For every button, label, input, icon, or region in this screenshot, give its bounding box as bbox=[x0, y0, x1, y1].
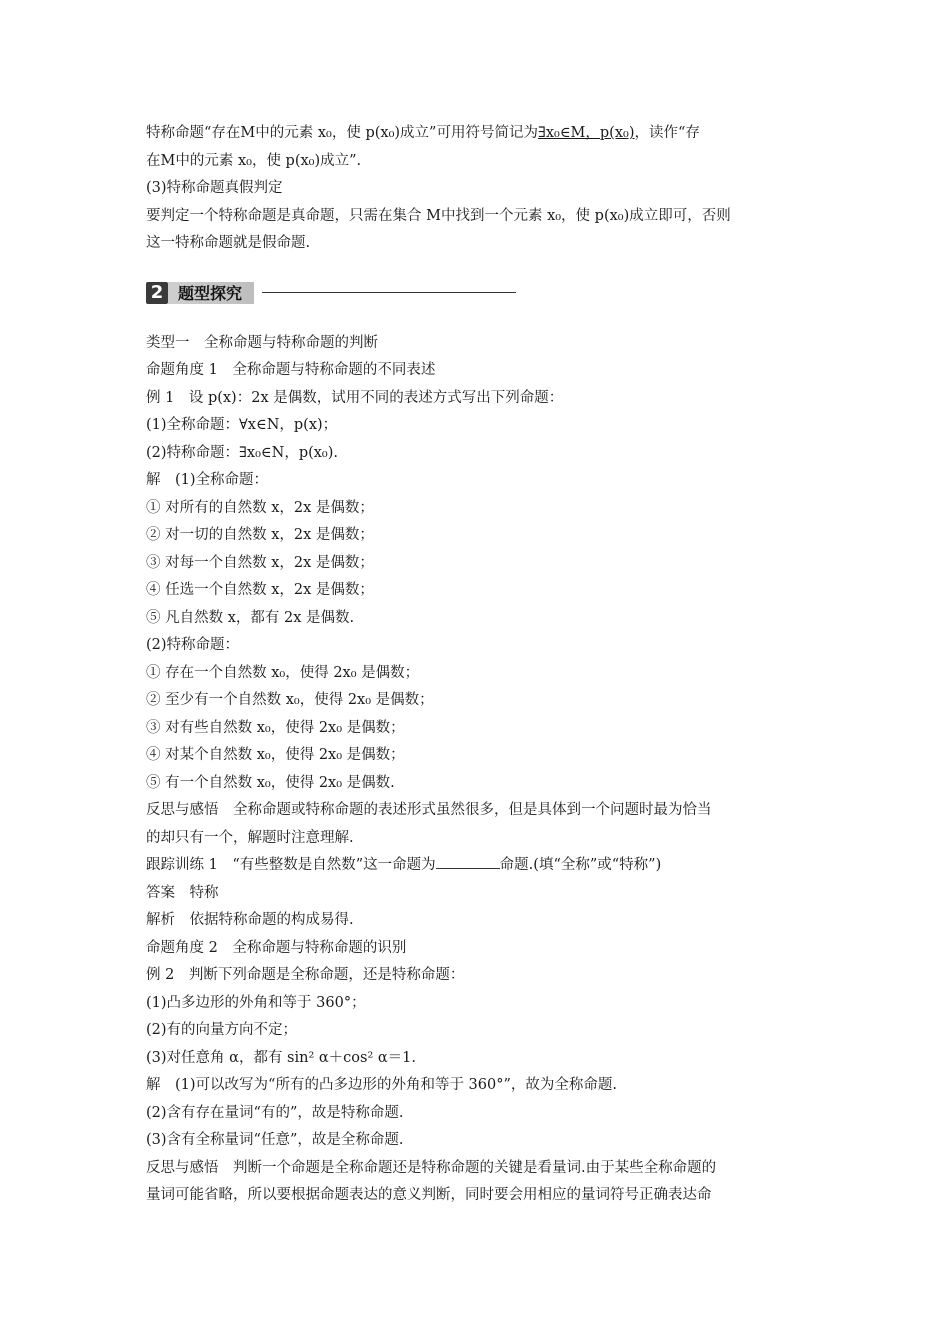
solution-line: 解 (1)可以改写为“所有的凸多边形的外角和等于 360°”，故为全称命题. bbox=[146, 1077, 618, 1093]
text: ，读作“存 bbox=[634, 125, 700, 141]
paragraph-line: 在M中的元素 x₀，使 p(x₀)成立”. bbox=[146, 152, 362, 169]
example-item: (1)全称命题：∀x∈N，p(x)； bbox=[146, 417, 338, 433]
section-title: 题型探究 bbox=[168, 282, 254, 304]
reflection: 的却只有一个，解题时注意理解. bbox=[146, 829, 354, 846]
example-item: (3)对任意角 α，都有 sin² α＋cos² α＝1. bbox=[146, 1049, 417, 1066]
solution-heading: 解 (1)全称命题： bbox=[146, 472, 269, 488]
section-header bbox=[146, 278, 808, 308]
reflection: 反思与感悟 全称命题或特称命题的表述形式虽然很多，但是具体到一个问题时最为恰当 bbox=[146, 802, 712, 818]
text: 命题.(填“全称”或“特称”) bbox=[499, 857, 662, 873]
list-item: ② 至少有一个自然数 x₀，使得 2x₀ 是偶数； bbox=[146, 692, 434, 708]
example-item: (2)有的向量方向不定； bbox=[146, 1022, 298, 1038]
analysis: 解析 依据特称命题的构成易得. bbox=[146, 912, 354, 928]
reflection: 量词可能省略，所以要根据命题表达的意义判断，同时要会用相应的量词符号正确表达命 bbox=[146, 1187, 712, 1203]
example-statement: 例 1 设 p(x)：2x 是偶数，试用不同的表述方式写出下列命题： bbox=[146, 389, 564, 406]
section-number: 2 bbox=[146, 282, 168, 304]
tracking-exercise bbox=[146, 852, 808, 880]
list-item: ⑤ 有一个自然数 x₀，使得 2x₀ 是偶数. bbox=[146, 774, 395, 791]
answer: 答案 特称 bbox=[146, 884, 219, 901]
angle-heading: 命题角度 1 全称命题与特称命题的不同表述 bbox=[146, 362, 436, 378]
type-heading: 类型一 全称命题与特称命题的判断 bbox=[146, 334, 378, 351]
paragraph-line: 这一特称命题就是假命题. bbox=[146, 235, 311, 251]
solution-line: (2)含有存在量词“有的”，故是特称命题. bbox=[146, 1104, 404, 1121]
document-page bbox=[146, 120, 808, 1210]
symbolic-notation: ∃x₀∈M，p(x₀) bbox=[537, 125, 635, 141]
list-item: ③ 对有些自然数 x₀，使得 2x₀ 是偶数； bbox=[146, 719, 405, 736]
list-item: ③ 对每一个自然数 x，2x 是偶数； bbox=[146, 554, 374, 571]
fill-in-blank bbox=[436, 854, 500, 869]
example-item: (1)凸多边形的外角和等于 360°； bbox=[146, 994, 366, 1011]
subheading: (3)特称命题真假判定 bbox=[146, 180, 283, 196]
reflection: 反思与感悟 判断一个命题是全称命题还是特称命题的关键是看量词.由于某些全称命题的 bbox=[146, 1159, 717, 1176]
list-item: ② 对一切的自然数 x，2x 是偶数； bbox=[146, 527, 374, 543]
list-item: ④ 任选一个自然数 x，2x 是偶数； bbox=[146, 582, 374, 598]
paragraph-line: 要判定一个特称命题是真命题，只需在集合 M中找到一个元素 x₀，使 p(x₀)成立即可，否则 bbox=[146, 207, 731, 224]
text: 特称命题“存在M中的元素 x₀，使 p(x₀)成立”可用符号简记为 bbox=[146, 125, 538, 141]
section-divider bbox=[262, 292, 516, 293]
text: 跟踪训练 1 “有些整数是自然数”这一命题为 bbox=[146, 857, 436, 873]
list-item: ④ 对某个自然数 x₀，使得 2x₀ 是偶数； bbox=[146, 747, 405, 763]
example-statement: 例 2 判断下列命题是全称命题，还是特称命题： bbox=[146, 967, 465, 983]
list-item: ① 存在一个自然数 x₀，使得 2x₀ 是偶数； bbox=[146, 664, 420, 681]
angle-heading: 命题角度 2 全称命题与特称命题的识别 bbox=[146, 939, 407, 956]
example-item: (2)特称命题：∃x₀∈N，p(x₀). bbox=[146, 444, 339, 461]
paragraph-line bbox=[146, 120, 808, 148]
list-item: ⑤ 凡自然数 x，都有 2x 是偶数. bbox=[146, 609, 355, 626]
list-item: ① 对所有的自然数 x，2x 是偶数； bbox=[146, 499, 374, 516]
solution-heading: (2)特称命题： bbox=[146, 637, 240, 653]
solution-line: (3)含有全称量词“任意”，故是全称命题. bbox=[146, 1132, 404, 1148]
